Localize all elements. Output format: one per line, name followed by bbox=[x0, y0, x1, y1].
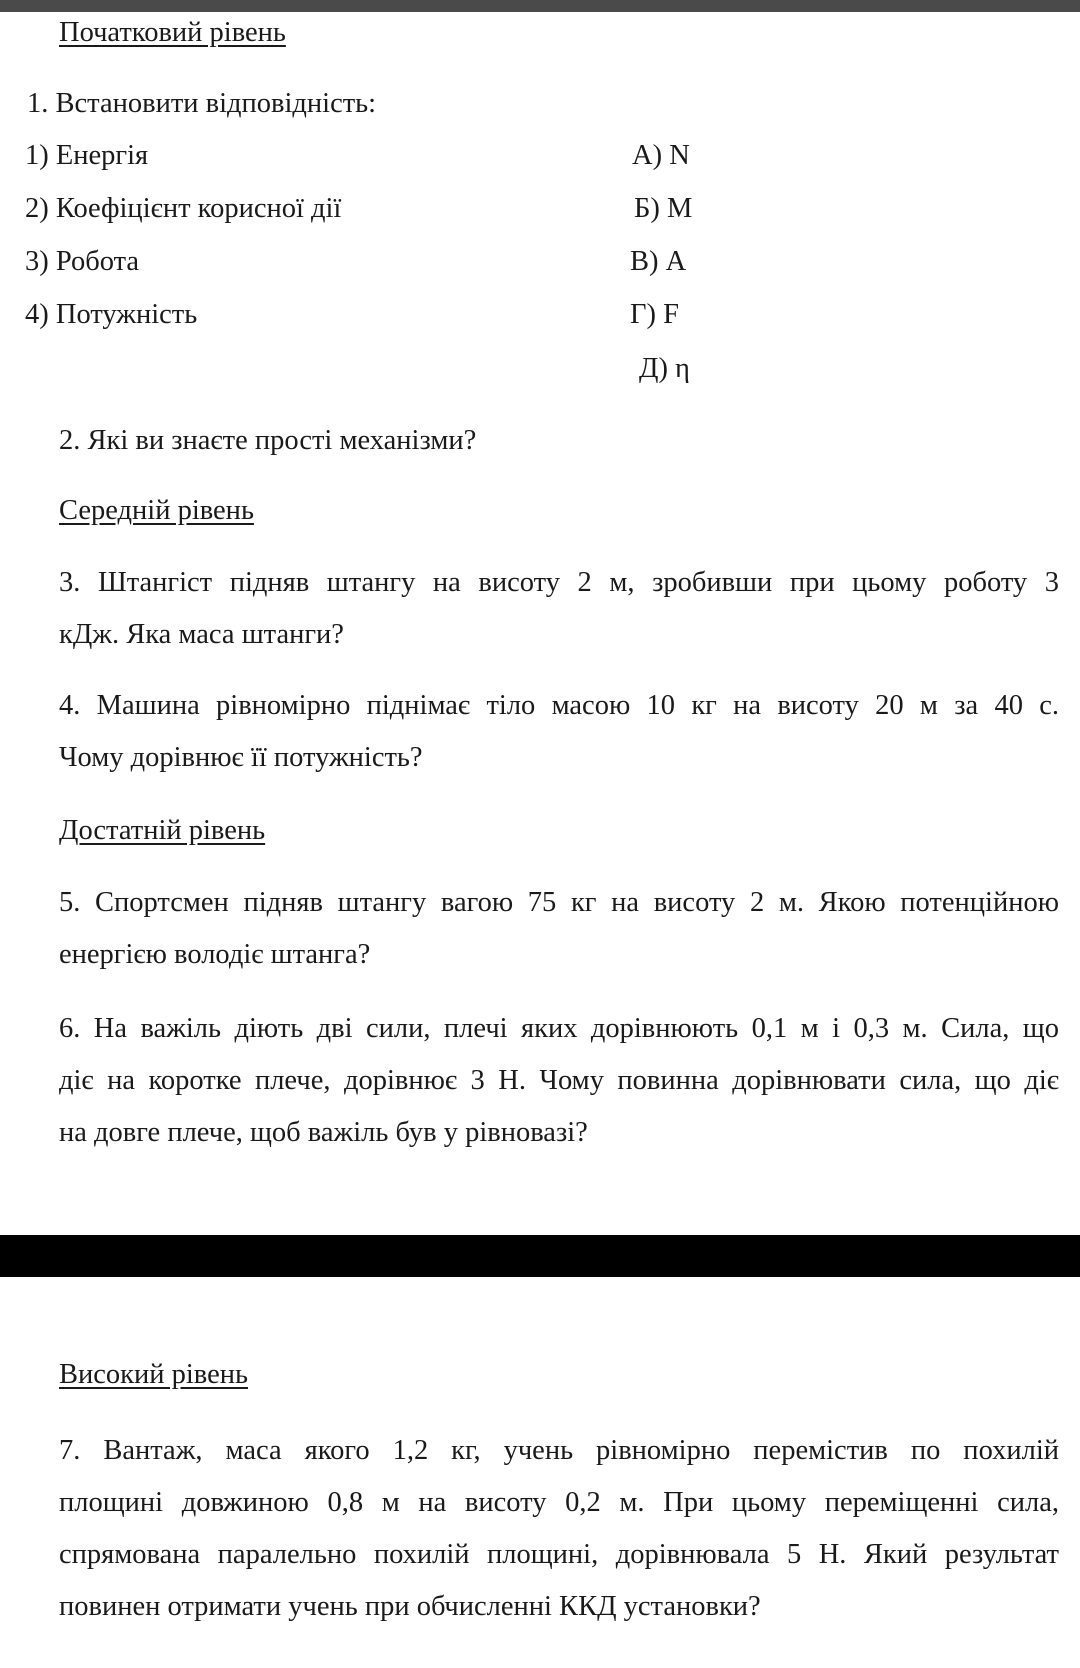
question-5 bbox=[59, 877, 1059, 981]
question-3-line-1: 3. Штангіст підняв штангу на висоту 2 м, зробивши при цьому роботу 3 bbox=[59, 567, 1059, 598]
question-7 bbox=[59, 1425, 1059, 1633]
question-3-line-2: кДж. Яка маса штанги? bbox=[59, 619, 344, 650]
question-5-line-1: 5. Спортсмен підняв штангу вагою 75 кг на висоту 2 м. Якою потенційною bbox=[59, 887, 1059, 918]
match-right-g: Г) F bbox=[630, 299, 679, 330]
match-left-4: 4) Потужність bbox=[25, 299, 198, 330]
question-6 bbox=[59, 1003, 1059, 1159]
question-1-title: 1. Встановити відповідність: bbox=[27, 88, 377, 119]
heading-high-level: Високий рівень bbox=[59, 1359, 248, 1390]
question-7-line-4: повинен отримати учень при обчисленні ККД установки? bbox=[59, 1591, 761, 1622]
question-6-line-3: на довге плече, щоб важіль був у рівновазі? bbox=[59, 1117, 588, 1148]
question-3 bbox=[59, 557, 1059, 661]
heading-middle-level: Середній рівень bbox=[59, 495, 254, 526]
top-bar bbox=[0, 0, 1080, 12]
match-right-b: Б) M bbox=[634, 193, 693, 224]
question-7-line-3: спрямована паралельно похилій площині, дорівнювала 5 Н. Який результат bbox=[59, 1539, 1059, 1570]
match-right-v: В) A bbox=[630, 246, 687, 277]
match-right-a: А) N bbox=[632, 140, 690, 171]
question-4-line-2: Чому дорівнює її потужність? bbox=[59, 742, 423, 773]
match-left-2: 2) Коефіцієнт корисної дії bbox=[25, 193, 342, 224]
question-6-line-2: діє на коротке плече, дорівнює 3 Н. Чому повинна дорівнювати сила, що діє bbox=[59, 1065, 1059, 1096]
question-7-line-1: 7. Вантаж, маса якого 1,2 кг, учень рівномірно перемістив по похилій bbox=[59, 1435, 1059, 1466]
question-4 bbox=[59, 680, 1059, 784]
question-4-line-1: 4. Машина рівномірно піднімає тіло масою 10 кг на висоту 20 м за 40 с. bbox=[59, 690, 1059, 721]
heading-sufficient-level: Достатній рівень bbox=[59, 815, 266, 846]
question-6-line-1: 6. На важіль діють дві сили, плечі яких дорівнюють 0,1 м і 0,3 м. Сила, що bbox=[59, 1013, 1059, 1044]
page-divider bbox=[0, 1235, 1080, 1277]
match-right-d: Д) η bbox=[639, 353, 690, 384]
heading-initial-level: Початковий рівень bbox=[59, 17, 286, 48]
question-2: 2. Які ви знаєте прості механізми? bbox=[59, 425, 477, 456]
match-left-3: 3) Робота bbox=[25, 246, 140, 277]
question-5-line-2: енергією володіє штанга? bbox=[59, 939, 371, 970]
match-left-1: 1) Енергія bbox=[25, 140, 149, 171]
question-7-line-2: площині довжиною 0,8 м на висоту 0,2 м. При цьому переміщенні сила, bbox=[59, 1487, 1059, 1518]
